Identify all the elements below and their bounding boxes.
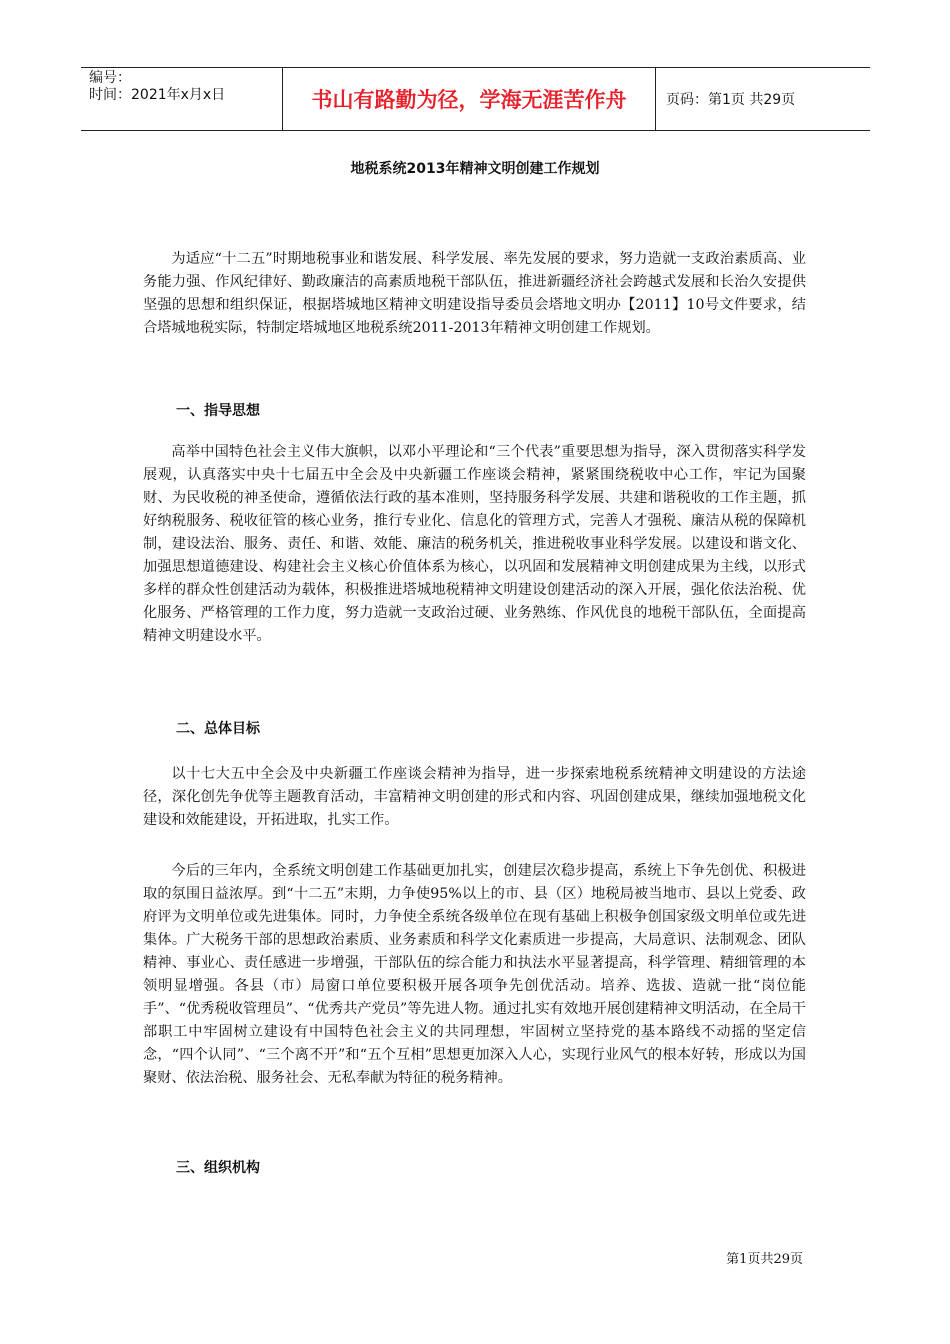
document-time-label: 时间：2021年x月x日 bbox=[89, 87, 226, 103]
header-meta bbox=[81, 68, 282, 130]
section-heading-guiding-ideology: 一、指导思想 bbox=[176, 403, 260, 419]
overall-goals-paragraph-2: 今后的三年内，全系统文明创建工作基础更加扎实，创建层次稳步提高，系统上下争先创优、积极进取的氛围日益浓厚。到“十二五”末期，力争使95%以上的市、县（区）地税局被当地市、县以上党委、政府评为文明单位或先进集体。同时，力争使全系统各级单位在现有基础上积极争创国家级文明单位或先进集体。广大税务干部的思想政治素质、业务素质和科学文化素质进一步提高，大局意识、法制观念、团队精神、事业心、责任感进一步增强，干部队伍的综合能力和执法水平显著提高，科学管理、精细管理的本领明显增强。各县（市）局窗口单位要积极开展各项争先创优活动。培养、选拔、造就一批“岗位能手”、“优秀税收管理员”、“优秀共产党员”等先进人物。通过扎实有效地开展创建精神文明活动，在全局干部职工中牢固树立建设有中国特色社会主义的共同理想，牢固树立坚持党的基本路线不动摇的坚定信念，“四个认同”、“三个离不开”和“五个互相”思想更加深入人心，实现行业风气的根本好转，形成以为国聚财、依法治税、服务社会、无私奉献为特征的税务精神。 bbox=[143, 863, 806, 1086]
document-number-label: 编号： bbox=[89, 70, 131, 86]
guiding-ideology-paragraph: 高举中国特色社会主义伟大旗帜，以邓小平理论和“三个代表”重要思想为指导，深入贯彻落实科学发展观，认真落实中央十七届五中全会及中央新疆工作座谈会精神，紧紧围绕税收中心工作，牢记为国聚财、为民收税的神圣使命，遵循依法行政的基本准则，坚持服务科学发展、共建和谐税收的工作主题，抓好纳税服务、税收征管的核心业务，推行专业化、信息化的管理方式，完善人才强税、廉洁从税的保障机制，建设法治、服务、责任、和谐、效能、廉洁的税务机关，推进税收事业科学发展。以建设和谐文化、加强思想道德建设、构建社会主义核心价值体系为核心，以巩固和发展精神文明创建成果为主线，以形式多样的群众性创建活动为载体，积极推进塔城地税精神文明建设创建活动的深入开展，强化依法治税、优化服务、严格管理的工作力度，努力造就一支政治过硬、业务熟练、作风优良的地税干部队伍，全面提高精神文明建设水平。 bbox=[143, 444, 806, 644]
document-title: 地税系统2013年精神文明创建工作规划 bbox=[350, 161, 600, 177]
header-page-info: 页码：第1页 共29页 bbox=[666, 92, 796, 108]
section-heading-overall-goals: 二、总体目标 bbox=[176, 721, 260, 737]
intro-paragraph: 为适应“十二五”时期地税事业和谐发展、科学发展、率先发展的要求，努力造就一支政治素质高、业务能力强、作风纪律好、勤政廉洁的高素质地税干部队伍，推进新疆经济社会跨越式发展和长治久安提供坚强的思想和组织保证，根据塔城地区精神文明建设指导委员会塔地文明办【2011】10号文件要求，结合塔城地税实际，特制定塔城地区地税系统2011-2013年精神文明创建工作规划。 bbox=[143, 251, 806, 336]
page-footer: 第1页共29页 bbox=[726, 1252, 803, 1267]
section-heading-organization: 三、组织机构 bbox=[176, 1160, 260, 1176]
overall-goals-paragraph-1: 以十七大五中全会及中央新疆工作座谈会精神为指导，进一步探索地税系统精神文明建设的方法途径，深化创先争优等主题教育活动，丰富精神文明创建的形式和内容、巩固创建成果，继续加强地税文化建设和效能建设，开拓进取，扎实工作。 bbox=[143, 766, 806, 828]
header-motto: 书山有路勤为径，学海无涯苦作舟 bbox=[282, 68, 656, 130]
page-header bbox=[81, 67, 870, 131]
